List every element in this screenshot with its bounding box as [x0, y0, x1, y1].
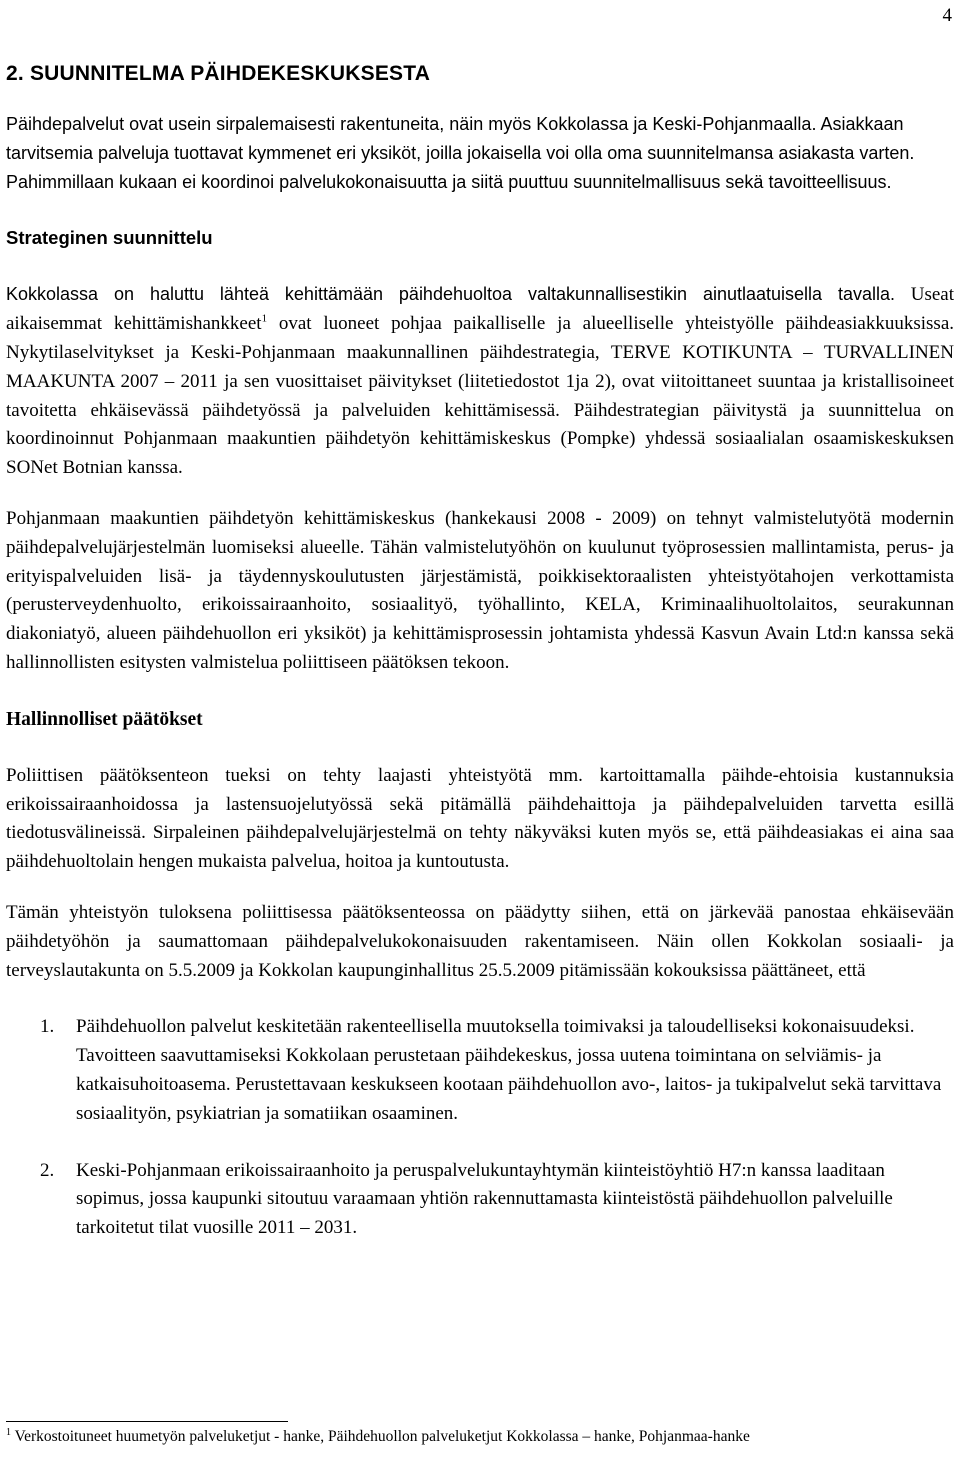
footnote-reference[interactable]: 1: [261, 312, 268, 325]
decisions-list: [6, 1013, 954, 1243]
strategy-paragraph-2: [6, 505, 954, 678]
list-item-text: Keski-Pohjanmaan erikoissairaanhoito ja peruspalvelukuntayhtymän kiinteistöyhtiö H7:n kanssa laaditaan sopimus, jossa kaupunki sitoutuu varaamaan yhtiön rakennuttamasta kiinteistöstä päihdehuollon palveluille tarkoitetut tilat vuosille 2011 – 2031.: [76, 1159, 893, 1239]
strategy-p2-start: Pohjanmaan maakuntien päihdetyön kehittämiskeskus (hankekausi 2008 - 2009) on tehnyt valmistelutyötä modernin päihdepalvelujärjestelmän luomiseksi alueelle.: [6, 507, 954, 558]
decisions-paragraph-1: Poliittisen päätöksenteon tueksi on tehty laajasti yhteistyötä mm. kartoittamalla päihde-ehtoisia kustannuksia erikoissairaanhoidossa ja lastensuojelutyössä sekä pitämällä päihdehaittoja ja päihdepalveluiden tarvetta esillä tiedotusvälineissä. Sirpaleinen päihdepalvelujärjestelmä on tehty näkyväksi kuten myös se, että päihdeasiakas ei aina saa päihdehuoltolain hengen mukaista palvelua, hoitoa ja kuntoutusta.: [6, 764, 954, 873]
list-item: [6, 1157, 954, 1243]
list-item-number: 1.: [40, 1016, 55, 1038]
intro-paragraph: [6, 110, 954, 196]
intro-sentence-3: Pahimmillaan kukaan ei koordinoi palvelukokonaisuutta ja siitä puuttuu suunnitelmallisuus sekä tavoitteellisuus.: [6, 171, 892, 192]
footnote-mark: 1: [6, 1426, 11, 1438]
strategy-p1-rest: ovat luoneet pohjaa paikalliselle ja alueelliselle yhteistyölle päihdeasiakkuuksissa.: [278, 313, 954, 335]
list-item: [6, 1013, 954, 1128]
page-content: [6, 60, 954, 1271]
section-heading-strategy: Strateginen suunnittelu: [6, 227, 213, 249]
strategy-p2-rest: Tähän valmistelutyöhön on kuulunut työprosessien mallintamista, perus- ja erityispalveluiden lisä- ja täydennyskoulutusten järjestämistä, poikkisektoraalisten yhteistyötahojen verkottamista (perusterveydenhuolto, erikoissairaanhoito, sosiaalityö, työhallinto, KELA, Kriminaalihuoltolaitos, seurakunnan diakoniatyö, alueen päihdehuollon eri yksiköt) ja kehittämisprosessin johtamista yhdessä Kasvun Avain Ltd:n kanssa sekä hallinnollisten esitysten valmistelua poliittiseen päätöksen tekoon.: [6, 536, 954, 673]
footnote-divider: [6, 1421, 288, 1422]
footnote-text: Verkostoituneet huumetyön palveluketjut - hanke, Päihdehuollon palveluketjut Kokkolassa – hanke, Pohjanmaa-hanke: [14, 1428, 750, 1445]
strategy-p1-useat: Useat aikaisemmat kehittämishankkeet: [6, 284, 955, 335]
footnote: [6, 1427, 954, 1447]
strategy-p1-sans: Nykytilaselvitykset ja Keski-Pohjanmaan maakunnallinen päihdestrategia, TERVE KOTIKUNTA – TURVALLINEN MAAKUNTA 2007 – 2011 ja sen vuosittaiset päivitykset (liitetiedostot 1ja 2), ovat viitoittaneet suuntaa ja kristallisoineet tavoitetta ehkäisevässä päihdetyössä ja palveluiden kehittämisessä.: [6, 341, 954, 421]
section-heading-decisions: Hallinnolliset päätökset: [6, 708, 203, 730]
intro-sentence-1: Päihdepalvelut ovat usein sirpalemaisesti rakentuneita, näin myös Kokkolassa ja Keski-Pohjanmaalla.: [6, 114, 817, 134]
decisions-paragraph-2: Tämän yhteistyön tuloksena poliittisessa päätöksenteossa on päädytty siihen, että on järkevää panostaa ehkäisevään päihdetyöhön ja saumattomaan päihdepalvelukokonaisuuden rakentamiseen. Näin ollen Kokkolan sosiaali- ja terveyslautakunta on 5.5.2009 ja Kokkolan kaupunginhallitus 25.5.2009 pitämissään kokouksissa päättäneet, että: [6, 901, 954, 981]
list-item-number: 2.: [40, 1159, 55, 1181]
strategy-paragraph-1: [6, 280, 954, 483]
page-number: 4: [942, 5, 952, 26]
page-title: 2. SUUNNITELMA PÄIHDEKESKUKSESTA: [6, 62, 431, 85]
strategy-p1-end: Päihdestrategian päivitystä ja suunnittelua on koordinoinnut Pohjanmaan maakuntien päihdetyön kehittämiskeskus (Pompke) yhdessä sosiaalialan osaamiskeskuksen SONet Botnian kanssa.: [6, 399, 954, 479]
intro-sentence-2: Asiakkaan tarvitsemia palveluja tuottavat kymmenet eri yksiköt, joilla jokaisella voi olla oma suunnitelmansa asiakasta varten.: [6, 114, 915, 163]
strategy-p1-start: Kokkolassa on haluttu lähteä kehittämään päihdehuoltoa valtakunnallisestikin ainutlaatuisella tavalla.: [6, 284, 896, 305]
list-item-text: Päihdehuollon palvelut keskitetään rakenteellisella muutoksella toimivaksi ja taloudelliseksi kokonaisuudeksi. Tavoitteen saavuttamiseksi Kokkolaan perustetaan päihdekeskus, jossa uutena toimintana on selviämis- ja katkaisuhoitoasema. Perustettavaan keskukseen kootaan päihdehuollon avo-, laitos- ja tukipalvelut sekä tarvittava sosiaalityön, psykiatrian ja somatiikan osaaminen.: [76, 1016, 942, 1124]
